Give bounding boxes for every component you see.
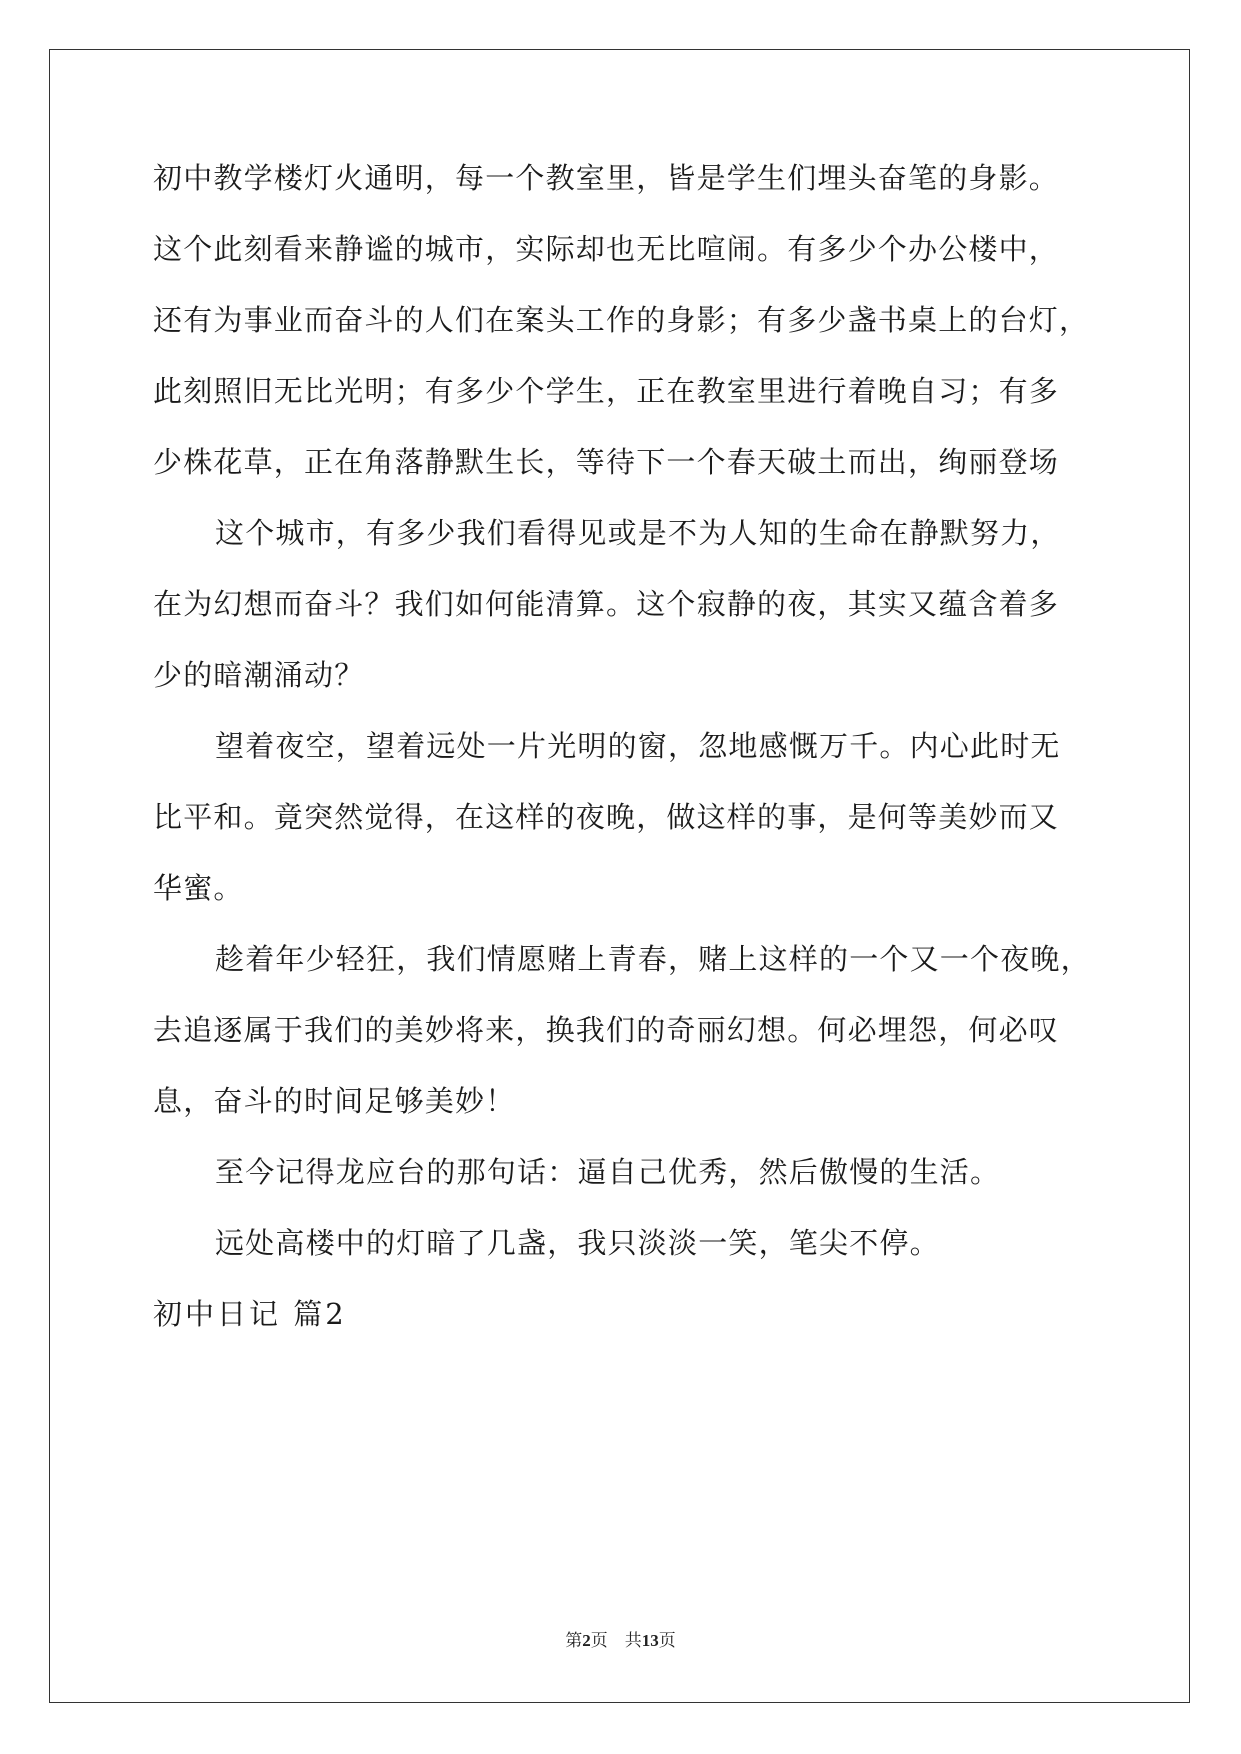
footer-total-pages: 13 xyxy=(641,1631,659,1650)
text-line: 少的暗潮涌动？ xyxy=(153,658,365,692)
text-line: 初中教学楼灯火通明，每一个教室里，皆是学生们埋头奋笔的身影。 xyxy=(153,161,1060,195)
text-line: 去追逐属于我们的美妙将来，换我们的奇丽幻想。何必埋怨，何必叹 xyxy=(153,1013,1060,1047)
paragraph-first-line: 这个城市，有多少我们看得见或是不为人知的生命在静默努力， xyxy=(215,516,1061,550)
footer-total-suffix: 页 xyxy=(658,1631,676,1650)
text-line: 这个此刻看来静谧的城市，实际却也无比喧闹。有多少个办公楼中， xyxy=(153,232,1060,266)
text-line: 少株花草，正在角落静默生长，等待下一个春天破土而出，绚丽登场 xyxy=(153,445,1060,479)
paragraph-first-line: 远处高楼中的灯暗了几盏，我只淡淡一笑，笔尖不停。 xyxy=(215,1226,940,1260)
page-footer xyxy=(0,1626,1241,1651)
footer-prefix: 第 xyxy=(565,1631,583,1650)
footer-total-prefix: 共 xyxy=(624,1631,642,1650)
section-heading: 初中日记 篇2 xyxy=(153,1297,347,1331)
text-line: 华蜜。 xyxy=(153,871,244,905)
paragraph-first-line: 至今记得龙应台的那句话：逼自己优秀，然后傲慢的生活。 xyxy=(215,1155,1001,1189)
text-line: 息，奋斗的时间足够美妙！ xyxy=(153,1084,516,1118)
text-line: 在为幻想而奋斗？我们如何能清算。这个寂静的夜，其实又蕴含着多 xyxy=(153,587,1060,621)
text-line: 此刻照旧无比光明；有多少个学生，正在教室里进行着晚自习；有多 xyxy=(153,374,1060,408)
footer-page-number: 2 xyxy=(582,1631,591,1650)
text-line: 比平和。竟突然觉得，在这样的夜晚，做这样的事，是何等美妙而又 xyxy=(153,800,1060,834)
text-line: 还有为事业而奋斗的人们在案头工作的身影；有多少盏书桌上的台灯， xyxy=(153,303,1090,337)
paragraph-first-line: 望着夜空，望着远处一片光明的窗，忽地感慨万千。内心此时无 xyxy=(215,729,1061,763)
paragraph-first-line: 趁着年少轻狂，我们情愿赌上青春，赌上这样的一个又一个夜晚， xyxy=(215,942,1091,976)
footer-page-suffix: 页 xyxy=(590,1631,608,1650)
